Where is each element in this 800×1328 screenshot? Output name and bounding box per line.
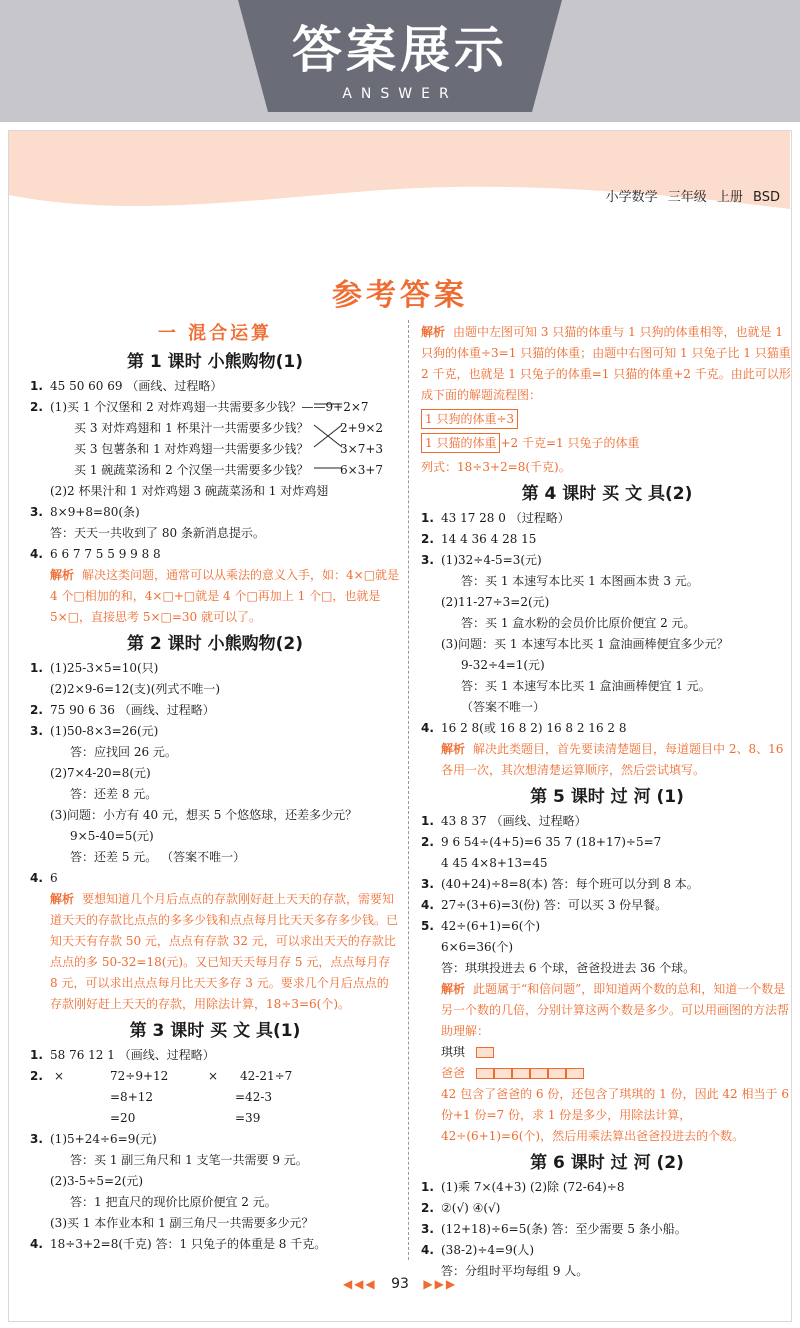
question-text: 买 1 碗蔬菜汤和 2 个汉堡一共需要多少钱？ bbox=[74, 463, 309, 477]
answer-text: 答：买 1 本速写本比买 1 盒油画棒便宜 1 元。 bbox=[461, 679, 711, 693]
answer-text: 答：天天一共收到了 80 条新消息提示。 bbox=[50, 526, 265, 540]
header-title: 答案展示 bbox=[292, 21, 508, 79]
question-1 bbox=[30, 1045, 400, 1066]
answer-text: 9 6 54÷(4+5)=6 35 7 (18+17)÷5=7 bbox=[441, 835, 662, 849]
flowchart bbox=[421, 433, 793, 454]
expression: =39 bbox=[235, 1111, 261, 1125]
answer-text: (1)50-8×3=26(元) bbox=[50, 724, 159, 738]
question-number: 4. bbox=[421, 898, 434, 912]
answer-text: 4 45 4×8+13=45 bbox=[441, 856, 548, 870]
question-number: 3. bbox=[30, 505, 43, 519]
question-number: 1. bbox=[421, 814, 434, 828]
page-number: 93 bbox=[391, 1276, 409, 1292]
question-number: 2. bbox=[30, 400, 43, 414]
answer-text: 答：买 1 本速写本比买 1 本图画本贵 3 元。 bbox=[461, 574, 699, 588]
course-label: 小学数学 三年级 上册 BSD bbox=[605, 190, 780, 205]
lesson-title: 第 6 课时 过 河 (2) bbox=[530, 1153, 684, 1173]
column-divider bbox=[408, 320, 409, 1260]
lesson-title: 第 4 课时 买 文 具(2) bbox=[521, 484, 693, 504]
analysis-label: 解析 bbox=[441, 742, 466, 756]
header-subtitle: ANSWER bbox=[342, 86, 458, 102]
question-4 bbox=[30, 1234, 400, 1255]
answer-text: 75 90 6 36 （画线、过程略） bbox=[50, 703, 215, 717]
question-number: 5. bbox=[421, 919, 434, 933]
expression: =8+12 bbox=[110, 1090, 154, 1104]
answer-text: 18÷3+2=8(千克) 答：1 只兔子的体重是 8 千克。 bbox=[50, 1237, 327, 1251]
analysis-label: 解析 bbox=[50, 892, 75, 906]
expression: 6×3+7 bbox=[340, 463, 384, 477]
analysis bbox=[421, 979, 793, 1042]
analysis-continued: 42 包含了爸爸的 6 份，还包含了琪琪的 1 份，因此 42 相当于 6 份+1 份=7 份，求 1 份是多少，用除法计算，42÷(6+1)=6(个)，然后用乘法算出爸爸投进去的个数。 bbox=[441, 1087, 789, 1143]
question-1 bbox=[421, 1177, 793, 1198]
answer-text: 答：1 把直尺的现价比原价便宜 2 元。 bbox=[70, 1195, 277, 1209]
answer-text: 45 50 60 69 （画线、过程略） bbox=[50, 379, 223, 393]
analysis-text: 解决这类问题，通常可以从乘法的意义入手，如：4×□就是 4 个□相加的和，4×□+□就是 4 个□再加上 1 个□，也就是 5×□，直接思考 5×□=30 就可以了。 bbox=[50, 568, 400, 624]
lesson-title: 第 3 课时 买 文 具(1) bbox=[129, 1021, 301, 1041]
bar-unit bbox=[512, 1068, 530, 1079]
answer-text: 16 2 8(或 16 8 2) 16 8 2 16 2 8 bbox=[441, 721, 627, 735]
lesson-title: 第 1 课时 小熊购物(1) bbox=[127, 352, 303, 372]
question-number: 2. bbox=[421, 1201, 434, 1215]
expression: 3×7+3 bbox=[340, 442, 384, 456]
answer-text: (2)3-5÷5=2(元) bbox=[50, 1174, 144, 1188]
question-number: 3. bbox=[421, 877, 434, 891]
question-4 bbox=[30, 544, 400, 565]
question-2 bbox=[30, 700, 400, 721]
answer-text: (2)7×4-20=8(元) bbox=[50, 766, 151, 780]
matching-lines bbox=[310, 395, 350, 475]
question-number: 2. bbox=[421, 532, 434, 546]
answer-text: 8×9+8=80(条) bbox=[50, 505, 140, 519]
question-5 bbox=[421, 916, 793, 937]
question-2 bbox=[421, 529, 793, 550]
bar-unit bbox=[494, 1068, 512, 1079]
question-3 bbox=[421, 874, 793, 895]
question-1 bbox=[30, 658, 400, 679]
answer-text: 6×6=36(个) bbox=[441, 940, 514, 954]
answer-text: (2)2 杯果汁和 1 对炸鸡翅 3 碗蔬菜汤和 1 对炸鸡翅 bbox=[50, 484, 329, 498]
answer-text: 答：分组时平均每组 9 人。 bbox=[441, 1264, 589, 1278]
question-number: 2. bbox=[421, 835, 434, 849]
answer-text: 答：琪琪投进去 6 个球，爸爸投进去 36 个球。 bbox=[441, 961, 696, 975]
mark: × bbox=[54, 1069, 65, 1083]
answer-text: 58 76 12 1 （画线、过程略） bbox=[50, 1048, 215, 1062]
header-tab bbox=[268, 0, 532, 112]
question-number: 3. bbox=[30, 1132, 43, 1146]
question-4 bbox=[421, 895, 793, 916]
question-number: 4. bbox=[421, 1243, 434, 1257]
answer-text: (1)32÷4-5=3(元) bbox=[441, 553, 542, 567]
question-1 bbox=[30, 376, 400, 397]
page-title: 参考答案 bbox=[332, 278, 468, 313]
bar-unit bbox=[476, 1047, 494, 1058]
answer-text: (1)乘 7×(4+3) (2)除 (72-64)÷8 bbox=[441, 1180, 625, 1194]
answer-text: 6 6 7 7 5 5 9 9 8 8 bbox=[50, 547, 161, 561]
question-number: 3. bbox=[30, 724, 43, 738]
expression: 72÷9+12 bbox=[110, 1069, 169, 1083]
answer-text: (38-2)÷4=9(人) bbox=[441, 1243, 535, 1257]
answer-text: (12+18)÷6=5(条) 答：至少需要 5 条小船。 bbox=[441, 1222, 687, 1236]
answer-text: ②(√) ④(√) bbox=[441, 1201, 501, 1215]
question-text: 买 3 对炸鸡翅和 1 杯果汁一共需要多少钱？ bbox=[74, 421, 309, 435]
analysis-text: 要想知道几个月后点点的存款刚好赶上天天的存款，需要知道天天的存款比点点的多多少钱和点点每月比天天多存多少钱。已知天天有存款 50 元，点点有存款 32 元，可以求出天天的存款比点点的多 50-32=18(元)。又已知天天每月存 5 元，点点每月存 8 元，可以求出点点每月比天天多存 3 元。要求几个月后点点的存款刚好赶上天天的存款，用除法计算，18÷3=6(个)。 bbox=[50, 892, 399, 1011]
analysis-label: 解析 bbox=[441, 982, 466, 996]
bar-label: 爸爸 bbox=[441, 1066, 466, 1080]
question-number: 1. bbox=[30, 661, 43, 675]
analysis bbox=[421, 739, 793, 781]
question-2 bbox=[421, 1198, 793, 1219]
question-number: 1. bbox=[421, 1180, 434, 1194]
bar-unit bbox=[566, 1068, 584, 1079]
answer-text: 答：应找回 26 元。 bbox=[70, 745, 177, 759]
lesson-title: 第 5 课时 过 河 (1) bbox=[530, 787, 684, 807]
expression: =42-3 bbox=[235, 1090, 273, 1104]
flow-step: 1 只猫的体重 bbox=[421, 433, 500, 453]
answer-text: (3)问题：买 1 本速写本比买 1 盒油画棒便宜多少元？ bbox=[441, 637, 729, 651]
analysis bbox=[30, 565, 400, 628]
analysis-label: 解析 bbox=[421, 325, 446, 339]
answer-text: 答：还差 8 元。 bbox=[70, 787, 158, 801]
question-number: 3. bbox=[421, 1222, 434, 1236]
analysis bbox=[421, 322, 793, 406]
wave-banner bbox=[9, 131, 790, 221]
answer-text: 答：还差 5 元。 （答案不唯一） bbox=[70, 850, 246, 864]
question-number: 3. bbox=[421, 553, 434, 567]
question-3 bbox=[30, 721, 400, 742]
flow-step: 1 只狗的体重÷3 bbox=[421, 409, 518, 429]
question-number: 2. bbox=[30, 1069, 43, 1083]
question-4 bbox=[421, 1240, 793, 1261]
expression: =20 bbox=[110, 1111, 136, 1125]
question-text: 买 3 包薯条和 1 对炸鸡翅一共需要多少钱？ bbox=[74, 442, 309, 456]
expression: 2+9×2 bbox=[340, 421, 384, 435]
answer-text: 6 bbox=[50, 871, 58, 885]
answer-text: 43 8 37 （画线、过程略） bbox=[441, 814, 587, 828]
bar-unit bbox=[476, 1068, 494, 1079]
answer-text: (1)5+24÷6=9(元) bbox=[50, 1132, 157, 1146]
question-number: 4. bbox=[421, 721, 434, 735]
answer-text: （答案不唯一） bbox=[461, 700, 546, 714]
answer-text: 42÷(6+1)=6(个) bbox=[441, 919, 541, 933]
page-footer bbox=[0, 1276, 800, 1292]
flowchart bbox=[421, 409, 793, 430]
answer-text: 答：买 1 副三角尺和 1 支笔一共需要 9 元。 bbox=[70, 1153, 308, 1167]
answer-text: (2)2×9-6=12(支)(列式不唯一) bbox=[50, 682, 221, 696]
analysis-text: 此题属于“和倍问题”，即知道两个数的总和，知道一个数是另一个数的几倍，分别计算这两个数是多少。可以用画图的方法帮助理解： bbox=[441, 982, 790, 1038]
question-number: 4. bbox=[30, 871, 43, 885]
answer-text: 14 4 36 4 28 15 bbox=[441, 532, 537, 546]
right-column bbox=[421, 322, 793, 1282]
bar-row-baba bbox=[421, 1063, 793, 1084]
question-3 bbox=[421, 550, 793, 571]
answer-text: 27÷(3+6)=3(份) 答：可以买 3 份早餐。 bbox=[441, 898, 668, 912]
calc-row bbox=[30, 1087, 400, 1108]
question-3 bbox=[30, 1129, 400, 1150]
analysis-text: 由题中左图可知 3 只猫的体重与 1 只狗的体重相等，也就是 1 只狗的体重÷3=1 只猫的体重；由题中右图可知 1 只兔子比 1 只猫重 2 千克，也就是 1 只兔子的体重=1 只猫的体重+2 千克。由此可以形成下面的解题流程图： bbox=[421, 325, 791, 402]
answer-text: 答：买 1 盒水粉的会员价比原价便宜 2 元。 bbox=[461, 616, 696, 630]
question-number: 2. bbox=[30, 703, 43, 717]
answer-text: (40+24)÷8=8(本) 答：每个班可以分到 8 本。 bbox=[441, 877, 699, 891]
question-1 bbox=[421, 508, 793, 529]
question-3 bbox=[421, 1219, 793, 1240]
right-arrows-icon: ▶▶▶ bbox=[423, 1277, 458, 1291]
question-number: 4. bbox=[30, 547, 43, 561]
unit-title: 一 混合运算 bbox=[157, 323, 273, 344]
bar-row-qiqi bbox=[421, 1042, 793, 1063]
answer-text: (1)25-3×5=10(只) bbox=[50, 661, 159, 675]
bar-unit bbox=[548, 1068, 566, 1079]
mark: × bbox=[208, 1069, 219, 1083]
lesson-title: 第 2 课时 小熊购物(2) bbox=[127, 634, 303, 654]
question-4 bbox=[30, 868, 400, 889]
question-number: 1. bbox=[30, 1048, 43, 1062]
question-2 bbox=[421, 832, 793, 853]
question-number: 4. bbox=[30, 1237, 43, 1251]
question-2 bbox=[30, 1066, 400, 1087]
question-3 bbox=[30, 502, 400, 523]
header-band bbox=[0, 0, 800, 122]
bar-unit bbox=[530, 1068, 548, 1079]
analysis-label: 解析 bbox=[50, 568, 75, 582]
answer-text: (3)问题：小方有 40 元，想买 5 个悠悠球，还差多少元？ bbox=[50, 808, 358, 822]
answer-text: (2)11-27÷3=2(元) bbox=[441, 595, 550, 609]
question-1 bbox=[421, 811, 793, 832]
answer-text: (1)买 1 个汉堡和 2 对炸鸡翅一共需要多少钱？——9+2×7 bbox=[50, 400, 369, 414]
flow-tail: +2 千克=1 只兔子的体重 bbox=[500, 436, 640, 450]
question-4 bbox=[421, 718, 793, 739]
question-number: 1. bbox=[421, 511, 434, 525]
answer-text: 9×5-40=5(元) bbox=[70, 829, 154, 843]
answer-text: (3)买 1 本作业本和 1 副三角尺一共需要多少元？ bbox=[50, 1216, 314, 1230]
analysis-text: 解决此类题目，首先要读清楚题目，每道题目中 2、8、16 各用一次，其次想清楚运算顺序，然后尝试填写。 bbox=[441, 742, 784, 777]
bar-label: 琪琪 bbox=[441, 1045, 466, 1059]
answer-text: 9-32÷4=1(元) bbox=[461, 658, 545, 672]
question-number: 1. bbox=[30, 379, 43, 393]
answer-text: 43 17 28 0 （过程略） bbox=[441, 511, 570, 525]
expression: 42-21÷7 bbox=[240, 1069, 293, 1083]
analysis bbox=[30, 889, 400, 1015]
formula: 列式：18÷3+2=8(千克)。 bbox=[421, 460, 571, 474]
calc-row bbox=[30, 1108, 400, 1129]
left-arrows-icon: ◀◀◀ bbox=[342, 1277, 377, 1291]
